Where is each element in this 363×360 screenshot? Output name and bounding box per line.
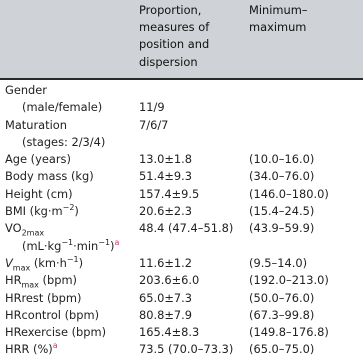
- row-label-main: [5, 221, 45, 238]
- table-row: [0, 220, 363, 255]
- row-label-exponent: −2: [62, 203, 75, 213]
- row-range: (67.3–99.8): [249, 307, 315, 322]
- row-label-text: HR: [5, 273, 22, 288]
- row-label: HRexercise (bpm): [5, 325, 107, 340]
- row-label-text: ): [110, 238, 115, 253]
- row-label-exponent: −1: [61, 237, 74, 247]
- row-label-text: VO: [5, 221, 22, 236]
- row-value: 48.4 (47.4–51.8): [139, 221, 234, 236]
- header-proportion-line: measures of: [139, 20, 210, 35]
- row-label-symbol: V: [5, 255, 13, 270]
- row-label-text: (bpm): [38, 273, 77, 288]
- row-label: HRrest (bpm): [5, 290, 82, 305]
- table-header: [0, 0, 363, 78]
- row-label-text: BMI (kg·m: [5, 204, 63, 219]
- row-value: 11/9: [139, 100, 165, 115]
- row-label-main: Maturation: [5, 117, 67, 132]
- row-label: [5, 220, 137, 255]
- table-row: [0, 117, 363, 152]
- row-range: (65.0–75.0): [249, 342, 315, 357]
- header-min-max: [249, 2, 361, 36]
- row-value: 203.6±6.0: [139, 273, 200, 288]
- header-proportion-line: dispersion: [139, 54, 198, 69]
- row-label-sub: [5, 238, 137, 255]
- row-value: 73.5 (70.0–73.3): [139, 342, 234, 357]
- header-proportion: [139, 2, 245, 71]
- row-label-text: (mL·kg: [22, 238, 62, 253]
- header-min-max-line: Minimum–: [249, 3, 308, 17]
- row-label: [5, 203, 137, 220]
- row-value: 7/6/7: [139, 117, 169, 132]
- row-label-exponent: −1: [66, 255, 79, 265]
- row-label-subscript: 2max: [21, 228, 45, 238]
- row-label-subscript: max: [12, 263, 31, 273]
- row-label-text: ): [78, 255, 84, 270]
- row-label: [5, 341, 137, 358]
- row-label-text: ·min: [73, 238, 99, 253]
- table-row: [0, 341, 363, 358]
- row-range: (149.8–176.8): [249, 325, 329, 340]
- row-range: (15.4–24.5): [249, 204, 315, 219]
- table-row: [0, 82, 363, 117]
- footnote-marker[interactable]: a: [114, 237, 120, 247]
- table-row: [0, 186, 363, 203]
- table-row: [0, 203, 363, 220]
- table-row: [0, 255, 363, 272]
- table-row: [0, 272, 363, 289]
- row-label: [5, 82, 137, 117]
- row-value: 157.4±9.5: [139, 186, 200, 201]
- footnote-marker[interactable]: a: [52, 341, 58, 351]
- table-row: [0, 168, 363, 185]
- table-body: [0, 82, 363, 359]
- row-label: Age (years): [5, 152, 71, 167]
- row-label-sub: (stages: 2/3/4): [22, 134, 106, 149]
- row-value: 51.4±9.3: [139, 169, 193, 184]
- row-range: (10.0–16.0): [249, 152, 315, 167]
- row-label-sub: (male/female): [22, 100, 103, 115]
- row-label: [5, 117, 137, 152]
- row-label-text: HRR (%): [5, 342, 53, 357]
- row-value: 20.6±2.3: [139, 204, 193, 219]
- row-value: 11.6±1.2: [139, 255, 193, 270]
- row-range: (50.0–76.0): [249, 290, 315, 305]
- row-label-subscript: max: [21, 280, 39, 290]
- row-value: 165.4±8.3: [139, 325, 200, 340]
- row-label: Body mass (kg): [5, 169, 94, 184]
- row-range: (9.5–14.0): [249, 255, 308, 270]
- row-range: (43.9–59.9): [249, 221, 315, 236]
- row-label: Height (cm): [5, 186, 73, 201]
- header-min-max-line: maximum: [249, 20, 307, 35]
- row-label: [5, 272, 137, 289]
- row-value: 65.0±7.3: [139, 290, 193, 305]
- row-label: HRcontrol (bpm): [5, 307, 100, 322]
- header-proportion-line: Proportion,: [139, 3, 202, 17]
- row-label-main: Gender: [5, 83, 47, 97]
- row-label-text: (km·h: [30, 255, 67, 270]
- table-row: [0, 307, 363, 324]
- table-row: [0, 290, 363, 307]
- row-value: 13.0±1.8: [139, 152, 193, 167]
- table-row: [0, 151, 363, 168]
- row-range: (192.0–213.0): [249, 273, 329, 288]
- row-range: (146.0–180.0): [249, 186, 329, 201]
- table-row: [0, 324, 363, 341]
- row-label-text: ): [74, 204, 79, 219]
- header-rule: [0, 78, 363, 80]
- row-value: 80.8±7.9: [139, 307, 193, 322]
- header-proportion-line: position and: [139, 37, 210, 52]
- row-range: (34.0–76.0): [249, 169, 315, 184]
- row-label: [5, 255, 137, 272]
- row-label-exponent: −1: [98, 237, 111, 247]
